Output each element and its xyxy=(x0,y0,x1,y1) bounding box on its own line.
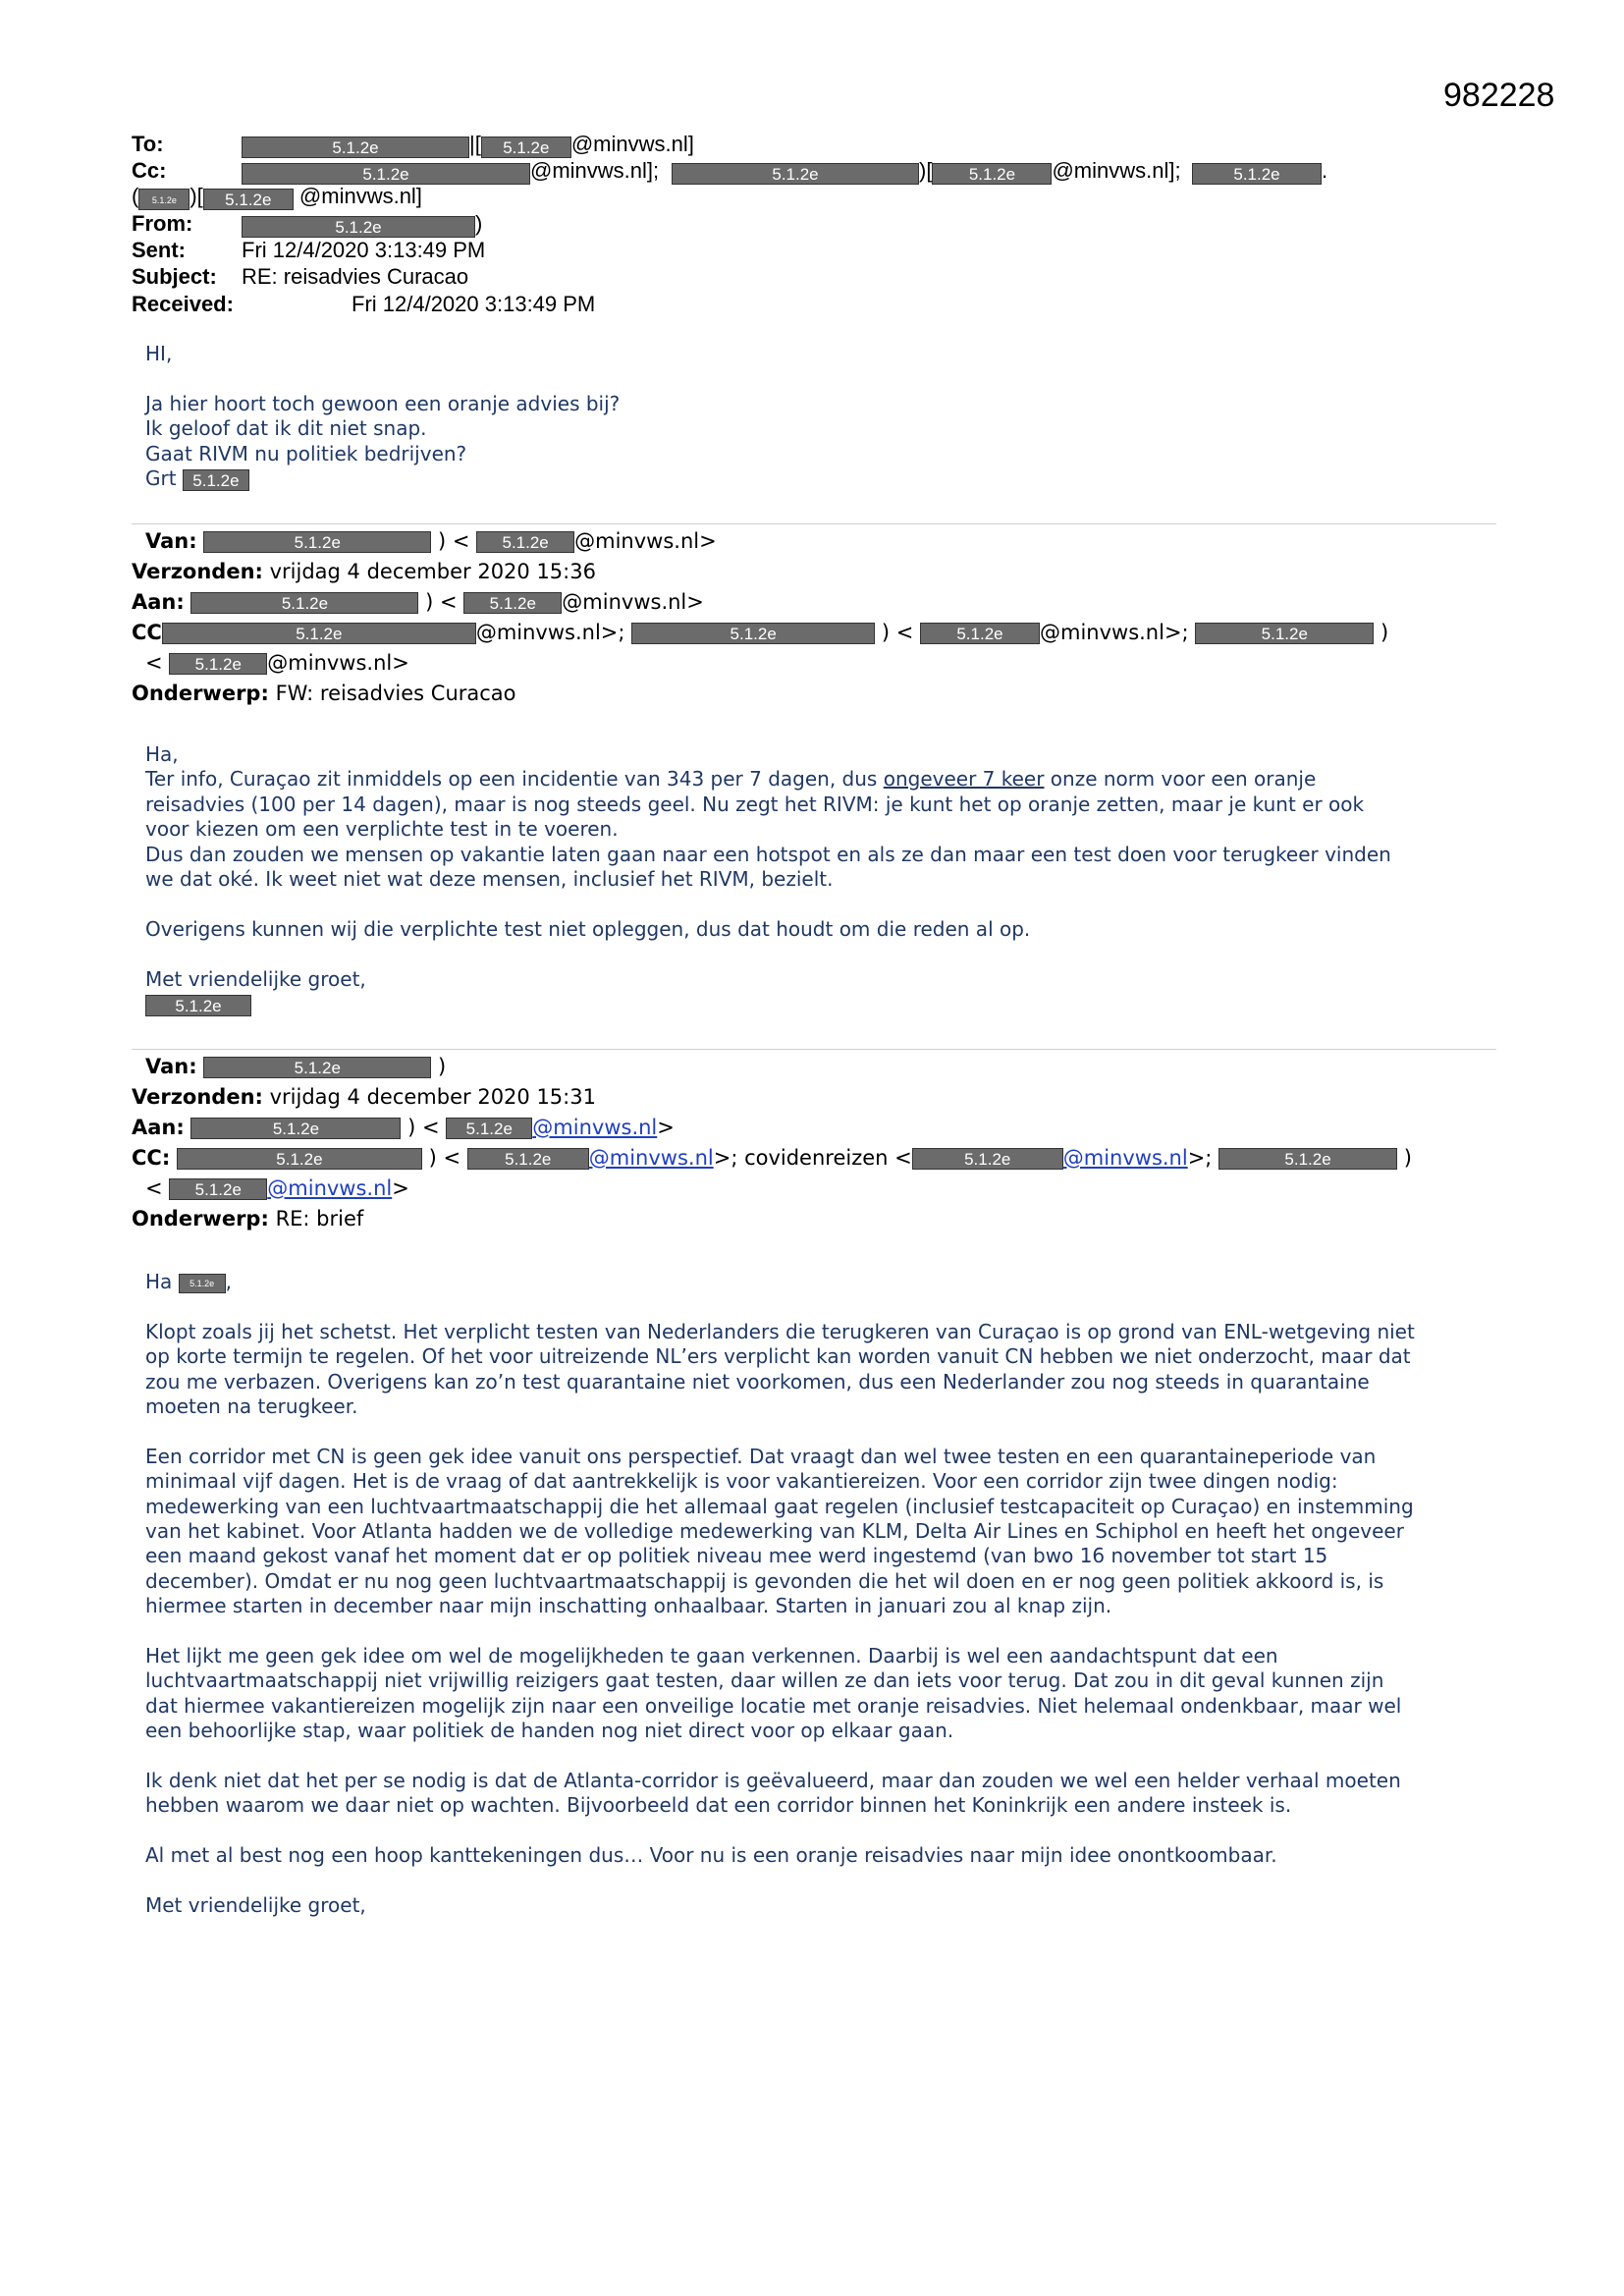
msg2-closing: Met vriendelijke groet, xyxy=(145,966,366,991)
redaction-box: 5.1.2e xyxy=(912,1148,1063,1170)
msg3-line: Het lijkt me geen gek idee om wel de mogelijkheden te gaan verkennen. Daarbij is wel een aandachtspunt dat een xyxy=(145,1644,1278,1668)
msg2-body xyxy=(145,742,1391,1016)
msg3-line: van het kabinet. Voor Atlanta hadden we de volledige medewerking van KLM, Delta Air Lines en Schiphol en heeft het ongeveer xyxy=(145,1519,1404,1544)
msg2-underline: ongeveer 7 keer xyxy=(883,767,1045,792)
fw2-cc-mail-link[interactable]: @minvws.nl xyxy=(588,1146,714,1170)
fw2-onderwerp-label: Onderwerp: xyxy=(132,1207,269,1230)
fw1-aan-mail: @minvws.nl> xyxy=(562,590,704,614)
subject-line xyxy=(132,263,217,290)
msg3-line: december). Omdat er nu nog geen luchtvaartmaatschappij is gevonden die het wil doen en er nog geen politiek akkoord is, is xyxy=(145,1568,1384,1593)
fw1-cc-a: @minvws.nl>; xyxy=(475,621,625,644)
msg2-line: Overigens kunnen wij die verplichte test niet opleggen, dus dat houdt om die reden al op. xyxy=(145,916,1031,941)
msg3-line: minimaal vijf dagen. Het is de vraag of dat aantrekkelijk is voor vakantiereizen. Voor een corridor zijn twee dingen nodig: xyxy=(145,1469,1338,1494)
msg2-line: voor kiezen om een verplichte test in te voeren. xyxy=(145,817,619,842)
fw2-aan-mail-link[interactable]: @minvws.nl xyxy=(532,1116,658,1139)
redaction-box: 5.1.2e xyxy=(1195,623,1374,644)
fw2-cc-mail-link-3[interactable]: @minvws.nl xyxy=(267,1176,393,1200)
msg1-body xyxy=(145,342,620,491)
msg1-sign: Grt xyxy=(145,466,177,491)
sent-value: Fri 12/4/2020 3:13:49 PM xyxy=(242,238,486,262)
msg3-line: medewerking van een luchtvaartmaatschappij die het allemaal gaat regelen (inclusief testcapaciteit op Curaçao) en instemming xyxy=(145,1494,1414,1518)
redaction-box: 5.1.2e xyxy=(169,1178,267,1200)
subject-label: Subject: xyxy=(132,264,217,289)
cc-value-4: ( 5.1.2e )[ 5.1.2e @minvws.nl] xyxy=(132,184,422,209)
fw1-verzonden-label: Verzonden: xyxy=(132,560,263,583)
fw2-onderwerp-value: RE: brief xyxy=(275,1207,364,1230)
fw2-verzonden-value: vrijdag 4 december 2020 15:31 xyxy=(269,1085,596,1109)
msg3-line: zou me verbazen. Overigens kan zo’n test quarantaine niet voorkomen, dus een Nederlander zou nog steeds in quarantaine xyxy=(145,1369,1370,1394)
msg3-line: Klopt zoals jij het schetst. Het verplicht testen van Nederlanders die terugkeren van Curaçao is op grond van ENL-wetgeving niet xyxy=(145,1319,1415,1343)
redaction-box: 5.1.2e xyxy=(920,623,1040,644)
redaction-box: 5.1.2e xyxy=(476,531,574,553)
msg3-line: Ik denk niet dat het per se nodig is dat de Atlanta-corridor is geëvalueerd, maar dan zouden we wel een helder verhaal moeten xyxy=(145,1769,1401,1793)
fw1-verzonden-value: vrijdag 4 december 2020 15:36 xyxy=(269,560,596,583)
msg3-line: op korte termijn te regelen. Of het voor uitreizende NL’ers verplicht kan worden vanuit CN hebben we niet onderzocht, maar dat xyxy=(145,1344,1411,1369)
redaction-box: 5.1.2e xyxy=(672,163,919,185)
redaction-box: 5.1.2e xyxy=(463,592,562,614)
cc-value: 5.1.2e @minvws.nl]; xyxy=(242,157,659,185)
fw1-van-label: Van: xyxy=(145,529,197,553)
msg3-line: luchtvaartmaatschappij niet vrijwillig reizigers gaat testen, daar willen ze dan iets voor terug. Dat zou in dit geval kunnen zijn xyxy=(145,1668,1384,1693)
from-label: From: xyxy=(132,211,193,236)
redaction-box: 5.1.2e xyxy=(179,1274,226,1293)
fw1-header: Van: 5.1.2e ) < 5.1.2e @minvws.nl> Verzonden: vrijdag 4 december 2020 15:36 Aan: 5.1.2e ) < 5.1.2e @minvws.nl> CC 5.1.2e @minvws.nl>; 5.1.2e ) < 5.1.2e @minvws.nl>; 5.1.2e ) < 5.1.2e @minvws.nl> Onderwerp: FW: reisadvies Curacao xyxy=(132,529,1389,705)
msg3-line: Al met al best nog een hoop kanttekeningen dus… Voor nu is een oranje reisadvies naar mijn idee onontkoombaar. xyxy=(145,1843,1277,1868)
msg1-line: Ja hier hoort toch gewoon een oranje advies bij? xyxy=(145,391,621,415)
fw2-aan-label: Aan: xyxy=(132,1116,185,1139)
from-value: 5.1.2e ) xyxy=(242,210,482,238)
subject-value: RE: reisadvies Curacao xyxy=(242,264,469,289)
redaction-box: 5.1.2e xyxy=(190,1118,401,1139)
redaction-box: 5.1.2e xyxy=(169,653,267,675)
msg3-line: moeten na terugkeer. xyxy=(145,1394,358,1419)
redaction-box: 5.1.2e xyxy=(1192,163,1322,185)
cc-value-2: 5.1.2e )[ 5.1.2e @minvws.nl]; xyxy=(672,157,1181,185)
cc-line xyxy=(132,157,166,184)
received-line xyxy=(132,291,234,317)
msg3-body: Ha 5.1.2e , Klopt zoals jij het schetst. Het verplicht testen van Nederlanders die terugkeren van Curaçao is op grond van ENL-wetgeving niet op korte termijn te regelen. Of het voor uitreizende NL’ers verplicht kan worden vanuit CN hebben we niet onderzocht, maar dat zou me verbazen. Overigens kan zo’n test quarantaine niet voorkomen, dus een Nederlander zou nog steeds in quarantaine moeten na terugkeer. Een corridor met CN is geen gek idee vanuit ons perspectief. Dat vraagt dan wel twee testen en een quarantaineperiode van minimaal vijf dagen. Het is de vraag of dat aantrekkelijk is voor vakantiereizen. Voor een corridor zijn twee dingen nodig: medewerking van een luchtvaartmaatschappij die het allemaal gaat regelen (inclusief testcapaciteit op Curaçao) en instemming van het kabinet. Voor Atlanta hadden we de volledige medewerking van KLM, Delta Air Lines en Schiphol en heeft het ongeveer een maand gekost vanaf het moment dat er op politiek niveau mee werd ingestemd (van bwo 16 november tot start 15 december). Omdat er nu nog geen luchtvaartmaatschappij is gevonden die het wil doen en er nog geen politiek akkoord is, is hiermee starten in december naar mijn inschatting onhaalbaar. Starten in januari zou al knap zijn. Het lijkt me geen gek idee om wel de mogelijkheden te gaan verkennen. Daarbij is wel een aandachtspunt dat een luchtvaartmaatschappij niet vrijwillig reizigers gaat testen, daar willen ze dan iets voor terug. Dat zou in dit geval kunnen zijn dat hiermee vakantiereizen mogelijk zijn naar een onveilige locatie met oranje reisadvies. Niet helemaal ondenkbaar, maar wel een behoorlijke stap, waar politiek de handen nog niet direct voor op elkaar gaan. Ik denk niet dat het per se nodig is dat de Atlanta-corridor is geëvalueerd, maar dan zouden we wel een helder verhaal moeten hebben waarom we daar niet op wachten. Bijvoorbeeld dat een corridor binnen het Koninkrijk een andere insteek is. Al met al best nog een hoop kanttekeningen dus… Voor nu is een oranje reisadvies naar mijn idee onontkoombaar. Met vriendelijke groet, xyxy=(145,1270,1415,1918)
redaction-box: 5.1.2e xyxy=(446,1118,532,1139)
redaction-box: 5.1.2e xyxy=(183,469,249,491)
redaction-box: 5.1.2e xyxy=(242,163,530,185)
msg2-line: we dat oké. Ik weet niet wat deze mensen, inclusief het RIVM, bezielt. xyxy=(145,867,834,892)
fw1-cc-b: @minvws.nl>; xyxy=(1039,621,1189,644)
msg3-greeting: Ha xyxy=(145,1270,173,1293)
msg3-line: een behoorlijke stap, waar politiek de handen nog niet direct voor op elkaar gaan. xyxy=(145,1719,954,1743)
msg3-line: dat hiermee vakantiereizen mogelijk zijn naar een onveilige locatie met oranje reisadvies. Niet helemaal ondenkbaar, maar wel xyxy=(145,1693,1402,1718)
fw2-cc-text: >; covidenreizen < xyxy=(713,1146,912,1170)
sent-label: Sent: xyxy=(132,238,186,262)
fw2-van-label: Van: xyxy=(145,1055,197,1078)
received-label: Received: xyxy=(132,292,234,316)
redaction-box: 5.1.2e xyxy=(203,531,431,553)
redaction-box: 5.1.2e xyxy=(145,995,251,1016)
divider xyxy=(132,1049,1496,1050)
redaction-box: 5.1.2e xyxy=(1218,1148,1397,1170)
redaction-box: 5.1.2e xyxy=(190,592,418,614)
msg2-line: Dus dan zouden we mensen op vakantie laten gaan naar een hotspot en als ze dan maar een test doen voor terugkeer vinden xyxy=(145,842,1391,866)
fw2-header: Van: 5.1.2e ) Verzonden: vrijdag 4 december 2020 15:31 Aan: 5.1.2e ) < 5.1.2e @minvws.nl> CC: 5.1.2e ) < 5.1.2e @minvws.nl>; covidenreizen < 5.1.2e @minvws.nl>; 5.1.2e ) < 5.1.2e @minvws.nl> Onderwerp: RE: brief xyxy=(132,1055,1412,1230)
redaction-box: 5.1.2e xyxy=(177,1148,422,1170)
fw2-verzonden-label: Verzonden: xyxy=(132,1085,263,1109)
redaction-box: 5.1.2e xyxy=(467,1148,589,1170)
fw1-cc-c: @minvws.nl> xyxy=(267,651,409,675)
msg1-line: Gaat RIVM nu politiek bedrijven? xyxy=(145,441,467,465)
fw1-van-mail: @minvws.nl> xyxy=(574,529,717,553)
cc-label: Cc: xyxy=(132,158,167,183)
fw1-aan-label: Aan: xyxy=(132,590,185,614)
cc-value-3: 5.1.2e . xyxy=(1192,157,1327,185)
redaction-box: 5.1.2e xyxy=(932,163,1052,185)
msg3-line: een maand gekost vanaf het moment dat er op politiek niveau mee werd ingestemd (van bwo 16 november tot start 15 xyxy=(145,1544,1328,1568)
redaction-box: 5.1.2e xyxy=(138,189,189,210)
redaction-box: 5.1.2e xyxy=(203,189,294,210)
redaction-box: 5.1.2e xyxy=(242,216,475,238)
received-value: Fri 12/4/2020 3:13:49 PM xyxy=(352,292,596,316)
redaction-box: 5.1.2e xyxy=(203,1057,431,1078)
msg1-greeting: HI, xyxy=(145,342,173,365)
fw1-onderwerp-label: Onderwerp: xyxy=(132,682,269,705)
divider xyxy=(132,523,1496,524)
msg2-text: onze norm voor een oranje xyxy=(1044,767,1317,792)
sent-line xyxy=(132,237,186,263)
document-number: 982228 xyxy=(1443,77,1555,114)
msg3-line: hebben waarom we daar niet op wachten. Bijvoorbeeld dat een corridor binnen het Koninkrijk een andere insteek is. xyxy=(145,1793,1292,1818)
redaction-box: 5.1.2e xyxy=(162,623,476,644)
msg2-greeting: Ha, xyxy=(145,742,179,766)
fw2-cc-label: CC: xyxy=(132,1146,171,1170)
msg2-text: Ter info, Curaçao zit inmiddels op een incidentie van 343 per 7 dagen, dus xyxy=(145,767,884,792)
fw1-cc-label: CC xyxy=(132,621,162,644)
fw1-onderwerp-value: FW: reisadvies Curacao xyxy=(275,682,516,705)
msg2-line: reisadvies (100 per 14 dagen), maar is nog steeds geel. Nu zegt het RIVM: je kunt het op oranje zetten, maar je kunt er ook xyxy=(145,792,1365,816)
to-value: 5.1.2e |[ 5.1.2e @minvws.nl] xyxy=(242,131,694,158)
msg3-closing: Met vriendelijke groet, xyxy=(145,1893,366,1918)
redaction-box: 5.1.2e xyxy=(242,137,469,158)
msg3-line: Een corridor met CN is geen gek idee vanuit ons perspectief. Dat vraagt dan wel twee testen en een quarantaineperiode van xyxy=(145,1444,1377,1468)
from-line xyxy=(132,210,192,237)
to-line xyxy=(132,131,164,157)
to-label: To: xyxy=(132,132,164,156)
msg1-line: Ik geloof dat ik dit niet snap. xyxy=(145,416,427,441)
redaction-box: 5.1.2e xyxy=(631,623,875,644)
redaction-box: 5.1.2e xyxy=(481,137,571,158)
fw2-cc-mail-link-2[interactable]: @minvws.nl xyxy=(1062,1146,1188,1170)
msg3-line: hiermee starten in december naar mijn inschatting onhaalbaar. Starten in januari zou al knap zijn. xyxy=(145,1594,1112,1618)
